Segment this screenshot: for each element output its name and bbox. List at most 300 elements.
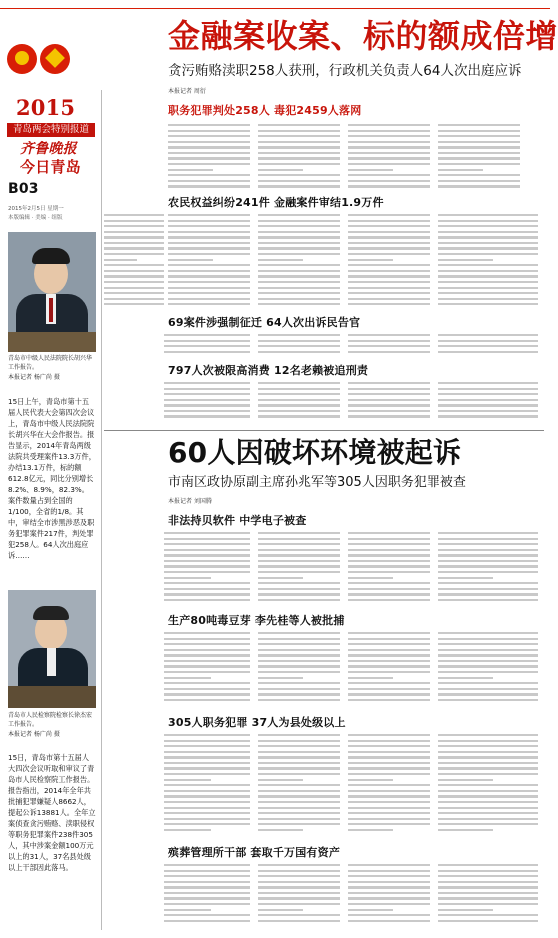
text-line [438, 124, 520, 126]
text-line [348, 734, 430, 736]
text-line [438, 638, 538, 640]
text-line [348, 174, 430, 176]
text-line [164, 734, 250, 736]
text-line [348, 287, 430, 289]
text-line [164, 565, 250, 567]
text-line [348, 415, 430, 417]
text-line [168, 185, 250, 187]
text-line [348, 892, 430, 894]
text-line [258, 632, 340, 634]
text-line [164, 779, 211, 781]
text-line [348, 236, 430, 238]
text-line [348, 554, 430, 556]
text-line [348, 404, 430, 406]
text-line [438, 393, 538, 395]
text-line [348, 345, 430, 347]
text-line [258, 259, 303, 261]
byline-main: 本报记者 刘国腾 [168, 498, 212, 505]
text-line [258, 577, 303, 579]
text-line [438, 270, 538, 272]
text-line [348, 399, 430, 401]
text-line [104, 220, 164, 222]
text-line [164, 388, 250, 390]
text-line [258, 751, 340, 753]
session-badge: 青岛两会特别报道 [7, 123, 95, 137]
text-line [438, 287, 538, 289]
text-line [164, 745, 250, 747]
text-line [258, 404, 340, 406]
article-body-4 [104, 382, 544, 424]
text-line [438, 404, 538, 406]
text-line [168, 292, 250, 294]
text-line [164, 588, 250, 590]
text-line [168, 163, 250, 165]
text-line [438, 660, 538, 662]
text-line [438, 571, 538, 573]
text-line [438, 632, 538, 634]
text-line [258, 920, 340, 922]
text-line [258, 560, 340, 562]
text-line [164, 920, 250, 922]
text-line [438, 823, 538, 825]
text-line [348, 677, 393, 679]
text-line [164, 823, 250, 825]
text-line [168, 259, 213, 261]
text-line [168, 220, 250, 222]
text-line [258, 779, 303, 781]
text-line [104, 275, 164, 277]
text-line [164, 864, 250, 866]
emblem-cppcc [40, 44, 70, 74]
text-line [164, 649, 250, 651]
text-line [348, 632, 430, 634]
text-line [258, 784, 340, 786]
text-line [258, 903, 340, 905]
article-title-8: 殡葬管理所干部 套取千万国有资产 [168, 846, 341, 859]
text-line [438, 152, 520, 154]
text-line [258, 654, 340, 656]
text-line [258, 141, 340, 143]
text-line [348, 163, 430, 165]
article-body-6 [104, 632, 544, 706]
text-line [348, 264, 430, 266]
text-line [438, 253, 538, 255]
text-line [438, 671, 538, 673]
text-line [258, 801, 340, 803]
text-line [258, 393, 340, 395]
text-line [104, 214, 164, 216]
text-line [258, 388, 340, 390]
text-line [164, 334, 250, 336]
text-line [168, 130, 250, 132]
text-line [348, 665, 430, 667]
text-line [438, 415, 538, 417]
paper-sub: 今日青岛 [20, 158, 81, 176]
text-line [104, 231, 164, 233]
text-line [438, 864, 538, 866]
text-line [104, 247, 164, 249]
text-line [438, 693, 538, 695]
text-line [348, 818, 430, 820]
text-line [168, 174, 250, 176]
byline-top: 本报记者 周衍 [168, 88, 206, 95]
text-line [258, 745, 340, 747]
text-line [348, 693, 430, 695]
text-line [348, 410, 430, 412]
text-line [258, 135, 340, 137]
text-line [258, 829, 303, 831]
sidebar-summary-1: 15日上午，青岛市第十五届人民代表大会第四次会议上，青岛市中级人民法院院长胡兴华在大会作报告。报告显示，2014年青岛两级法院共受理案件13.3万件，办结13.1万件，标的额612.8亿元，同比分别增长8.2%、8.9%，82.3%。案件数量占到全国的1/100，全省的1/8。其中，审结全市涉黑涉恶及职务犯罪案件217件，判处罪犯258人。64人次出庭应诉…… [8, 397, 96, 560]
text-line [438, 654, 538, 656]
year-label: 2015 [16, 95, 76, 120]
text-line [164, 807, 250, 809]
text-line [104, 292, 164, 294]
emblem-npc [7, 44, 37, 74]
text-line [438, 784, 538, 786]
text-line [168, 231, 250, 233]
text-line [438, 909, 493, 911]
text-line [438, 745, 538, 747]
text-line [258, 554, 340, 556]
text-line [348, 152, 430, 154]
text-line [104, 264, 164, 266]
text-line [164, 751, 250, 753]
text-line [438, 146, 520, 148]
text-line [258, 169, 303, 171]
text-line [438, 740, 538, 742]
text-line [348, 157, 430, 159]
article-body-7 [104, 734, 544, 838]
text-line [258, 264, 340, 266]
text-line [168, 275, 250, 277]
text-line [164, 790, 250, 792]
paper-name: 齐鲁晚报 [20, 141, 77, 157]
text-line [438, 577, 493, 579]
text-line [164, 410, 250, 412]
text-line [438, 588, 538, 590]
text-line [164, 892, 250, 894]
text-line [168, 225, 250, 227]
text-line [438, 345, 538, 347]
text-line [258, 682, 340, 684]
text-line [348, 169, 393, 171]
text-line [258, 146, 340, 148]
text-line [348, 582, 430, 584]
text-line [438, 699, 538, 701]
page-subheadline: 贪污贿赂渎职258人获刑，行政机关负责人64人次出庭应诉 [168, 63, 522, 79]
text-line [164, 643, 250, 645]
text-line [258, 914, 340, 916]
text-line [164, 393, 250, 395]
text-line [438, 582, 538, 584]
text-line [168, 141, 250, 143]
text-line [348, 334, 430, 336]
article-title-6: 生产80吨毒豆芽 李先桂等人被批捕 [168, 614, 345, 627]
text-line [164, 682, 250, 684]
text-line [438, 135, 520, 137]
text-line [348, 532, 430, 534]
text-line [348, 638, 430, 640]
text-line [438, 875, 538, 877]
text-line [438, 532, 538, 534]
text-line [348, 543, 430, 545]
text-line [168, 281, 250, 283]
text-line [438, 340, 538, 342]
text-line [164, 870, 250, 872]
photo-credit-2: 本报记者 杨广尚 摄 [8, 731, 60, 738]
text-line [438, 264, 538, 266]
text-line [168, 236, 250, 238]
text-line [164, 903, 250, 905]
text-line [258, 790, 340, 792]
text-line [438, 767, 538, 769]
text-line [438, 818, 538, 820]
text-line [258, 399, 340, 401]
text-line [258, 795, 340, 797]
text-line [348, 779, 393, 781]
text-line [348, 247, 430, 249]
text-line [438, 247, 538, 249]
text-line [164, 818, 250, 820]
text-line [438, 410, 538, 412]
article-body-1 [168, 124, 543, 194]
text-line [258, 677, 303, 679]
text-line [258, 253, 340, 255]
article-body-8 [104, 864, 544, 930]
text-line [438, 259, 493, 261]
text-line [348, 881, 430, 883]
article-title-5: 非法持贝软件 中学电子被查 [168, 514, 307, 527]
text-line [348, 756, 430, 758]
text-line [348, 870, 430, 872]
text-line [164, 404, 250, 406]
text-line [348, 784, 430, 786]
text-line [258, 881, 340, 883]
text-line [438, 538, 538, 540]
text-line [258, 756, 340, 758]
text-line [104, 225, 164, 227]
text-line [438, 682, 538, 684]
text-line [348, 588, 430, 590]
text-line [164, 756, 250, 758]
photo-caption-1: 青岛市中级人民法院院长胡兴华工作报告。 [8, 355, 93, 371]
text-line [164, 914, 250, 916]
text-line [348, 242, 430, 244]
text-line [258, 773, 340, 775]
text-line [258, 897, 340, 899]
text-line [104, 303, 164, 305]
text-line [258, 292, 340, 294]
article-body-3 [104, 334, 544, 360]
text-line [438, 795, 538, 797]
text-line [438, 665, 538, 667]
text-line [258, 693, 340, 695]
text-line [438, 829, 493, 831]
text-line [438, 163, 520, 165]
text-line [258, 818, 340, 820]
text-line [164, 549, 250, 551]
text-line [348, 864, 430, 866]
text-line [258, 643, 340, 645]
text-line [258, 870, 340, 872]
text-line [438, 281, 538, 283]
text-line [258, 593, 340, 595]
text-line [438, 643, 538, 645]
text-line [438, 886, 538, 888]
text-line [168, 180, 250, 182]
text-line [348, 549, 430, 551]
text-line [164, 577, 211, 579]
text-line [104, 236, 164, 238]
text-line [168, 264, 250, 266]
text-line [438, 756, 538, 758]
text-line [164, 897, 250, 899]
date-line: 2015年2月5日 星期一 [8, 206, 64, 212]
text-line [348, 790, 430, 792]
text-line [438, 870, 538, 872]
text-line [348, 593, 430, 595]
text-line [104, 298, 164, 300]
text-line [164, 665, 250, 667]
text-line [258, 864, 340, 866]
text-line [438, 399, 538, 401]
text-line [258, 699, 340, 701]
text-line [164, 582, 250, 584]
text-line [438, 751, 538, 753]
text-line [164, 532, 250, 534]
text-line [348, 340, 430, 342]
text-line [164, 767, 250, 769]
text-line [258, 909, 303, 911]
text-line [438, 225, 538, 227]
text-line [348, 682, 430, 684]
text-line [348, 270, 430, 272]
text-line [164, 382, 250, 384]
text-line [164, 773, 250, 775]
text-line [438, 236, 538, 238]
text-line [438, 303, 538, 305]
text-line [164, 795, 250, 797]
text-line [348, 560, 430, 562]
text-line [348, 745, 430, 747]
text-line [438, 231, 538, 233]
text-line [348, 135, 430, 137]
main-subheadline: 市南区政协原副主席孙兆军等305人因职务犯罪被查 [168, 475, 466, 490]
text-line [164, 340, 250, 342]
text-line [164, 875, 250, 877]
text-line [348, 740, 430, 742]
photo-credit-1: 本报记者 杨广尚 摄 [8, 374, 60, 381]
text-line [348, 303, 430, 305]
text-line [438, 334, 538, 336]
text-line [258, 270, 340, 272]
text-line [258, 236, 340, 238]
article-title-1: 职务犯罪判处258人 毒犯2459人落网 [168, 104, 362, 117]
article-body-5 [104, 532, 544, 610]
text-line [438, 275, 538, 277]
text-line [258, 875, 340, 877]
text-line [258, 152, 340, 154]
text-line [348, 751, 430, 753]
text-line [258, 298, 340, 300]
text-line [348, 920, 430, 922]
text-line [348, 393, 430, 395]
text-line [104, 270, 164, 272]
text-line [348, 577, 393, 579]
text-line [348, 571, 430, 573]
text-line [438, 169, 483, 171]
text-line [258, 334, 340, 336]
text-line [348, 124, 430, 126]
text-line [348, 812, 430, 814]
text-line [348, 773, 430, 775]
text-line [348, 281, 430, 283]
page-headline: 金融案收案、标的额成倍增 [168, 17, 558, 55]
sidebar-summary-2: 15日，青岛市第十五届人大四次会议听取和审议了青岛市人民检察院工作报告。报告指出，2014年全年共批捕犯罪嫌疑人8662人，提起公诉13881人。全年立案侦查贪污贿赂、渎职侵权等职务犯罪案件238件305人，其中涉案金额100万元以上的31人，37名县处级以上干部因此落马。 [8, 753, 96, 872]
text-line [348, 807, 430, 809]
text-line [438, 174, 520, 176]
text-line [258, 671, 340, 673]
text-line [258, 281, 340, 283]
text-line [258, 599, 340, 601]
text-line [258, 351, 340, 353]
text-line [348, 643, 430, 645]
text-line [438, 920, 538, 922]
text-line [348, 351, 430, 353]
text-line [348, 909, 393, 911]
text-line [168, 214, 250, 216]
article-title-4: 797人次被限高消费 12名老赖被追刑责 [168, 364, 369, 377]
text-line [168, 298, 250, 300]
text-line [168, 135, 250, 137]
text-line [258, 225, 340, 227]
text-line [258, 638, 340, 640]
text-line [438, 565, 538, 567]
text-line [348, 914, 430, 916]
text-line [164, 399, 250, 401]
text-line [168, 253, 250, 255]
main-headline: 60人因破坏环境被起诉 [168, 436, 462, 469]
text-line [168, 247, 250, 249]
text-line [164, 554, 250, 556]
text-line [348, 599, 430, 601]
left-column-divider [101, 90, 102, 930]
text-line [164, 599, 250, 601]
text-line [348, 130, 430, 132]
text-line [348, 214, 430, 216]
text-line [348, 699, 430, 701]
text-line [438, 881, 538, 883]
text-line [348, 259, 393, 261]
text-line [348, 298, 430, 300]
text-line [258, 665, 340, 667]
text-line [438, 897, 538, 899]
text-line [348, 565, 430, 567]
text-line [164, 671, 250, 673]
text-line [438, 141, 520, 143]
text-line [164, 812, 250, 814]
text-line [258, 415, 340, 417]
text-line [348, 253, 430, 255]
text-line [348, 767, 430, 769]
text-line [258, 767, 340, 769]
text-line [438, 914, 538, 916]
article-title-3: 69案件涉强制征迁 64人次出诉民告官 [168, 316, 361, 329]
text-line [348, 231, 430, 233]
text-line [258, 807, 340, 809]
text-line [168, 169, 213, 171]
text-line [438, 903, 538, 905]
